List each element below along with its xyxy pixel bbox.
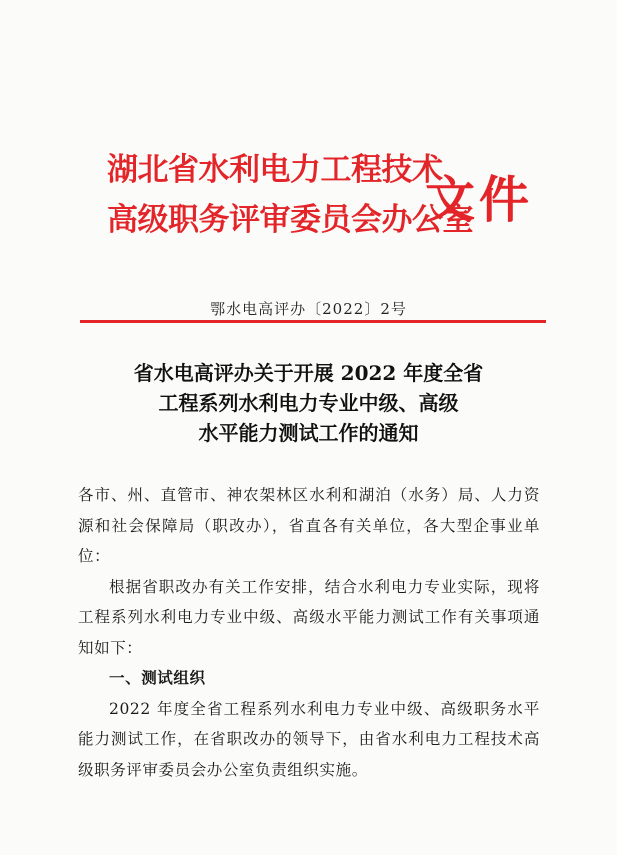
title-line3: 水平能力测试工作的通知: [198, 421, 419, 445]
addressee: 各市、州、直管市、神农架林区水利和湖泊（水务）局、人力资源和社会保障局（职改办），省直各有关单位，各大型企事业单位：: [78, 486, 540, 565]
red-divider: [80, 320, 546, 323]
section1-paragraph: 2022 年度全省工程系列水利电力专业中级、高级职务水平能力测试工作，在省职改办的领导下，由省水利电力工程技术高级职务评审委员会办公室负责组织实施。: [78, 699, 540, 779]
issuer-name-line2: 高级职务评审委员会办公室: [107, 202, 473, 238]
title-line1: 省水电高评办关于开展 2022 年度全省: [133, 361, 484, 385]
notice-title: [0, 358, 617, 448]
section1-heading: 一、测试组织: [109, 669, 206, 687]
intro-paragraph: 根据省职改办有关工作安排，结合水利电力专业实际，现将工程系列水利电力专业中级、高级水平能力测试工作有关事项通知如下：: [78, 577, 540, 657]
issuer-name-line1: 湖北省水利电力工程技术: [107, 152, 443, 188]
document-label: 文件: [425, 171, 533, 229]
notice-body: [78, 480, 540, 785]
title-line2: 工程系列水利电力专业中级、高级: [158, 391, 459, 415]
document-number: 鄂水电高评办〔2022〕2号: [210, 300, 407, 318]
issuer-header: [107, 140, 537, 250]
